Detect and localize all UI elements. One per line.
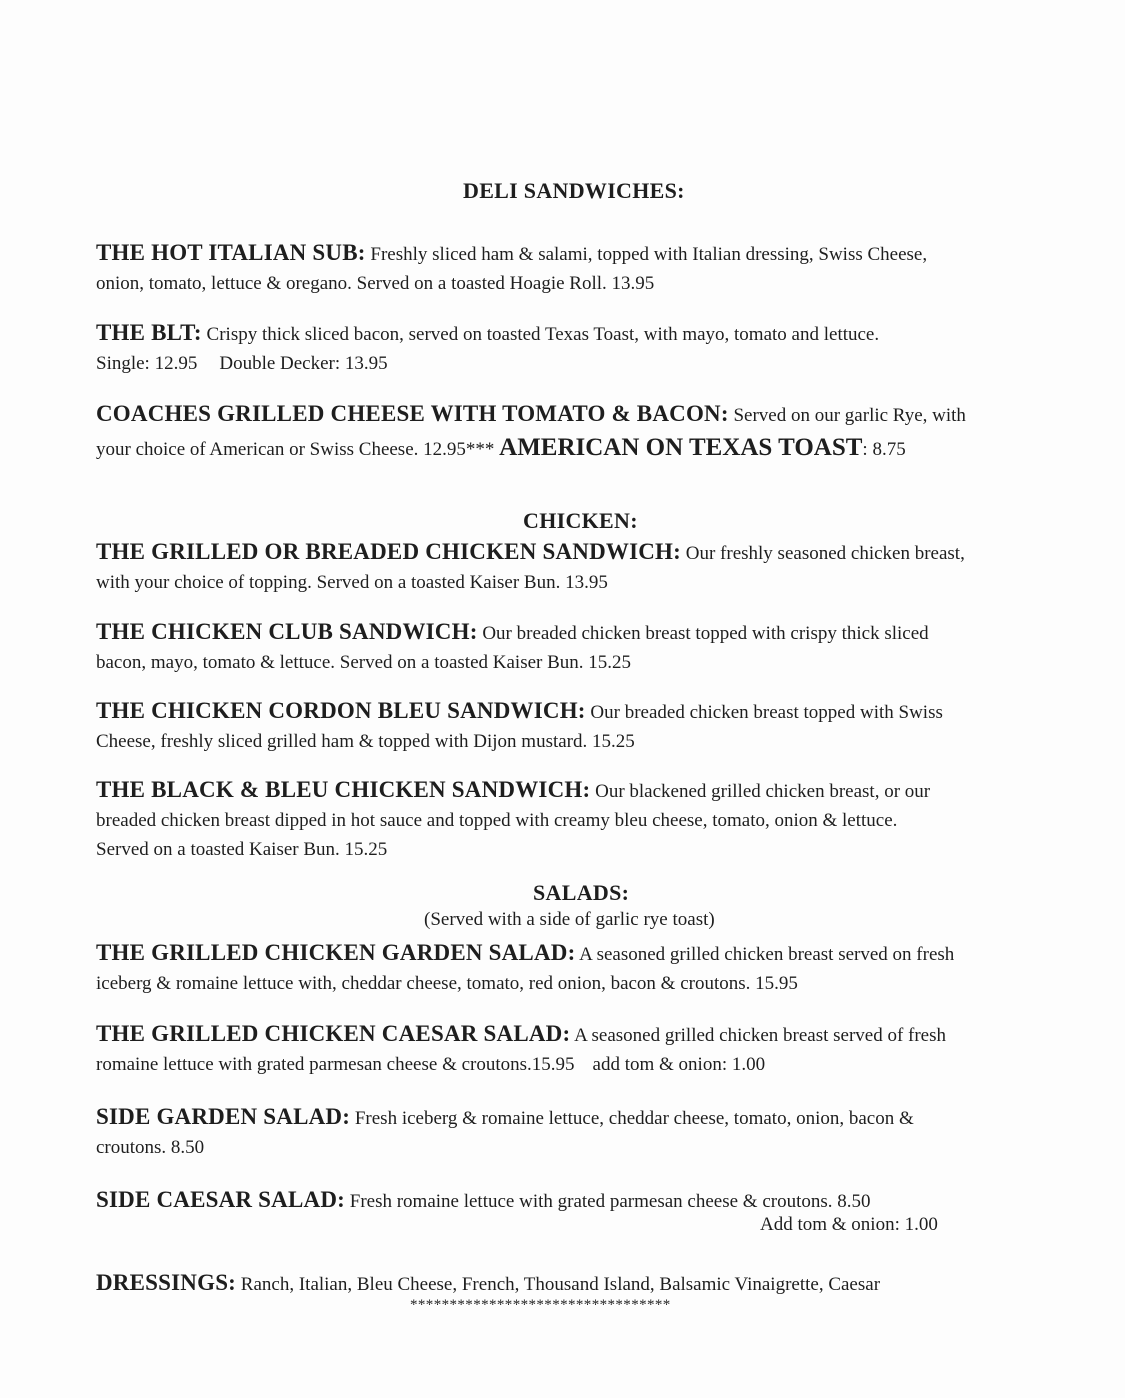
- menu-item-hot-italian-sub: [96, 238, 1066, 298]
- menu-item-grilled-breaded-chicken: [96, 537, 1066, 597]
- item-extra-price: : 8.75: [862, 439, 906, 460]
- item-description: Our freshly seasoned chicken breast,: [685, 543, 965, 564]
- section-heading-chicken: CHICKEN:: [523, 508, 638, 533]
- item-description: Fresh iceberg & romaine lettuce, cheddar cheese, tomato, onion, bacon &: [354, 1108, 914, 1129]
- item-title: THE BLACK & BLEU CHICKEN SANDWICH:: [96, 777, 591, 802]
- stars-divider: *********************************: [410, 1297, 671, 1313]
- item-title: THE BLT:: [96, 320, 202, 345]
- item-title: THE GRILLED CHICKEN CAESAR SALAD:: [96, 1021, 571, 1046]
- item-title: THE GRILLED OR BREADED CHICKEN SANDWICH:: [96, 539, 681, 564]
- item-title: THE HOT ITALIAN SUB:: [96, 240, 366, 265]
- item-description: Freshly sliced ham & salami, topped with Italian dressing, Swiss Cheese,: [370, 244, 928, 265]
- item-title: THE CHICKEN CLUB SANDWICH:: [96, 619, 478, 644]
- item-description: Our breaded chicken breast topped with crispy thick sliced: [482, 623, 929, 644]
- item-title: SIDE CAESAR SALAD:: [96, 1187, 345, 1212]
- item-description: your choice of American or Swiss Cheese. 12.95***: [96, 439, 495, 460]
- item-title: THE GRILLED CHICKEN GARDEN SALAD:: [96, 940, 576, 965]
- item-description: Cheese, freshly sliced grilled ham & topped with Dijon mustard. 15.25: [96, 731, 635, 752]
- menu-item-black-bleu-chicken: [96, 775, 1066, 864]
- item-description: Crispy thick sliced bacon, served on toasted Texas Toast, with mayo, tomato and lettuce.: [206, 324, 880, 345]
- section-subheading-salads: (Served with a side of garlic rye toast): [424, 909, 715, 930]
- item-title: COACHES GRILLED CHEESE WITH TOMATO & BACON:: [96, 401, 729, 426]
- item-addon: Add tom & onion: 1.00: [760, 1214, 938, 1235]
- item-title: THE CHICKEN CORDON BLEU SANDWICH:: [96, 698, 586, 723]
- menu-item-grilled-chicken-garden-salad: [96, 938, 1066, 998]
- item-description: with your choice of topping. Served on a toasted Kaiser Bun. 13.95: [96, 572, 608, 593]
- item-title: SIDE GARDEN SALAD:: [96, 1104, 351, 1129]
- item-description: Served on our garlic Rye, with: [733, 405, 966, 426]
- menu-item-grilled-chicken-caesar-salad: [96, 1019, 1066, 1079]
- item-description: onion, tomato, lettuce & oregano. Served on a toasted Hoagie Roll. 13.95: [96, 273, 655, 294]
- section-heading-deli: DELI SANDWICHES:: [463, 178, 685, 203]
- item-description: Our breaded chicken breast topped with Swiss: [590, 702, 943, 723]
- item-price-single: Single: 12.95: [96, 353, 198, 374]
- item-description: romaine lettuce with grated parmesan cheese & croutons.15.95: [96, 1054, 575, 1075]
- section-heading-salads: SALADS:: [533, 880, 630, 905]
- item-description: Fresh romaine lettuce with grated parmesan cheese & croutons. 8.50: [349, 1191, 871, 1212]
- menu-item-blt: [96, 318, 1066, 378]
- menu-item-side-caesar-salad: [96, 1185, 1066, 1216]
- dressings-line: [96, 1268, 1066, 1299]
- menu-item-coaches-grilled-cheese: [96, 398, 1066, 466]
- item-description: Our blackened grilled chicken breast, or our: [595, 781, 931, 802]
- item-description: croutons. 8.50: [96, 1137, 205, 1158]
- item-description: breaded chicken breast dipped in hot sauce and topped with creamy bleu cheese, tomato, onion & lettuce.: [96, 810, 898, 831]
- menu-item-chicken-cordon-bleu: [96, 696, 1066, 756]
- item-addon: add tom & onion: 1.00: [592, 1054, 766, 1075]
- item-extra-title: AMERICAN ON TEXAS TOAST: [499, 434, 863, 461]
- menu-item-side-garden-salad: [96, 1102, 1066, 1162]
- item-description: iceberg & romaine lettuce with, cheddar cheese, tomato, red onion, bacon & croutons. 15.95: [96, 973, 798, 994]
- item-description: bacon, mayo, tomato & lettuce. Served on a toasted Kaiser Bun. 15.25: [96, 652, 632, 673]
- menu-item-chicken-club: [96, 617, 1066, 677]
- dressings-list: Ranch, Italian, Bleu Cheese, French, Thousand Island, Balsamic Vinaigrette, Caesar: [240, 1274, 881, 1295]
- item-description: A seasoned grilled chicken breast served of fresh: [574, 1025, 947, 1046]
- dressings-title: DRESSINGS:: [96, 1270, 237, 1295]
- item-description: Served on a toasted Kaiser Bun. 15.25: [96, 839, 388, 860]
- item-price-double: Double Decker: 13.95: [219, 353, 388, 374]
- item-description: A seasoned grilled chicken breast served on fresh: [579, 944, 955, 965]
